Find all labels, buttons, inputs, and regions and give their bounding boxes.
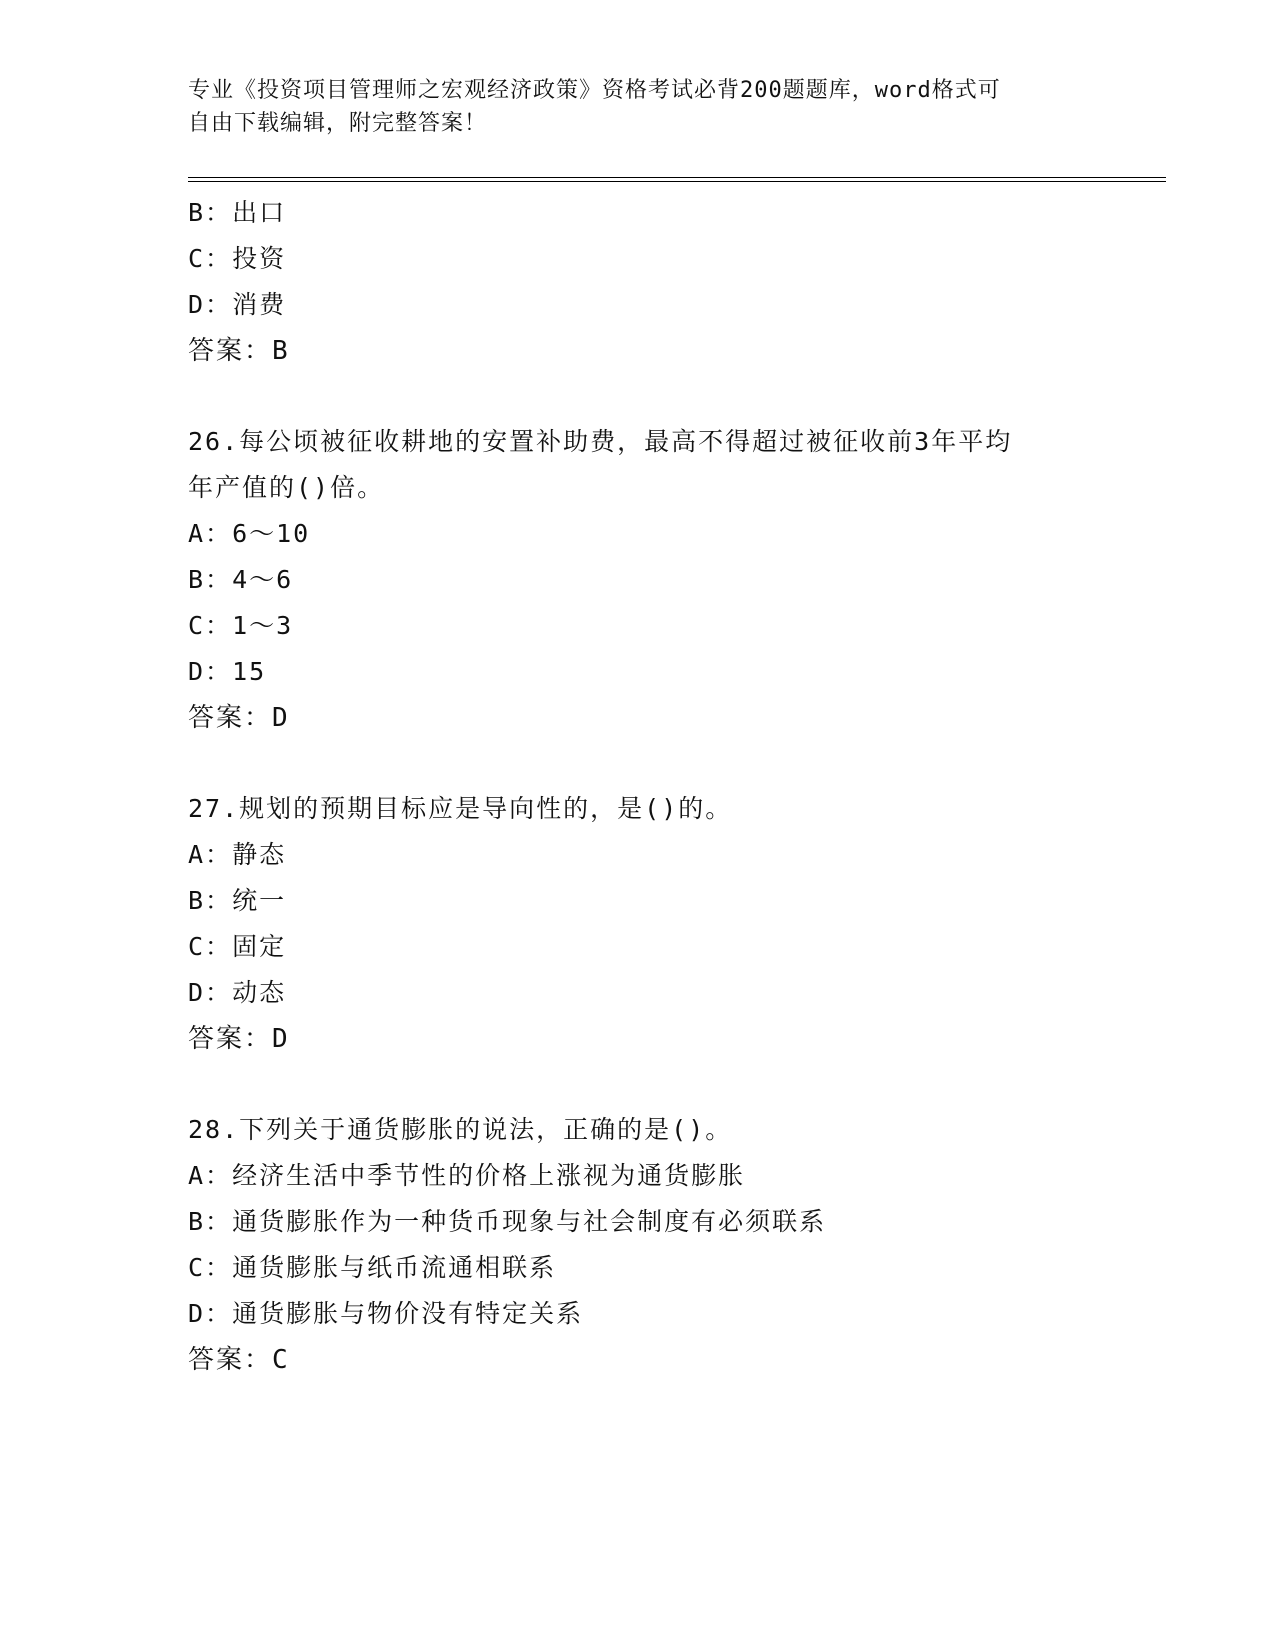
question-25-partial — [188, 190, 1088, 374]
option-a — [188, 1153, 1088, 1199]
option-text: 1～3 — [232, 611, 294, 640]
option-key: B： — [188, 1207, 233, 1236]
option-text: 通货膨胀作为一种货币现象与社会制度有必须联系 — [232, 1207, 827, 1236]
option-text: 投资 — [232, 244, 287, 273]
option-text: 固定 — [232, 932, 287, 961]
option-text: 消费 — [232, 290, 287, 319]
question-text-line-1: 26.每公顷被征收耕地的安置补助费，最高不得超过被征收前3年平均 — [188, 427, 1013, 456]
option-key: D： — [188, 290, 233, 319]
option-key: A： — [188, 519, 233, 548]
option-b — [188, 1199, 1088, 1245]
option-d — [188, 1291, 1088, 1337]
spacer — [188, 741, 1088, 786]
answer-line: 答案：C — [188, 1345, 290, 1375]
option-c — [188, 236, 1088, 282]
option-c — [188, 924, 1088, 970]
option-text: 4～6 — [232, 565, 294, 594]
header-divider-bottom — [188, 181, 1166, 182]
question-text-line-2: 年产值的()倍。 — [188, 473, 385, 502]
option-a — [188, 511, 1088, 557]
option-d — [188, 282, 1088, 328]
option-text: 动态 — [232, 978, 287, 1007]
option-d — [188, 649, 1088, 695]
option-key: A： — [188, 840, 233, 869]
option-text: 出口 — [232, 198, 287, 227]
header-title-line-2: 自由下载编辑，附完整答案！ — [188, 111, 488, 136]
option-c — [188, 1245, 1088, 1291]
option-text: 统一 — [232, 886, 287, 915]
answer-line: 答案：D — [188, 1024, 290, 1054]
option-b — [188, 190, 1088, 236]
question-28 — [188, 1107, 1088, 1383]
option-c — [188, 603, 1088, 649]
option-d — [188, 970, 1088, 1016]
answer-line: 答案：B — [188, 336, 290, 366]
option-key: B： — [188, 198, 233, 227]
option-text: 通货膨胀与纸币流通相联系 — [232, 1253, 557, 1282]
option-b — [188, 878, 1088, 924]
spacer — [188, 1062, 1088, 1107]
option-key: A： — [188, 1161, 233, 1190]
document-header — [188, 74, 1068, 140]
option-text: 经济生活中季节性的价格上涨视为通货膨胀 — [232, 1161, 746, 1190]
option-text: 通货膨胀与物价没有特定关系 — [232, 1299, 584, 1328]
header-title-line-1: 专业《投资项目管理师之宏观经济政策》资格考试必背200题题库，word格式可 — [188, 78, 1001, 103]
option-key: D： — [188, 1299, 233, 1328]
header-divider-top — [188, 177, 1166, 178]
option-key: C： — [188, 611, 233, 640]
option-key: C： — [188, 932, 233, 961]
question-text-line-1: 27.规划的预期目标应是导向性的，是()的。 — [188, 794, 733, 823]
question-27 — [188, 786, 1088, 1062]
option-key: D： — [188, 978, 233, 1007]
option-b — [188, 557, 1088, 603]
option-text: 15 — [232, 657, 267, 686]
answer-line: 答案：D — [188, 703, 290, 733]
option-key: B： — [188, 565, 233, 594]
option-text: 6～10 — [232, 519, 311, 548]
option-key: C： — [188, 1253, 233, 1282]
question-text-line-1: 28.下列关于通货膨胀的说法，正确的是()。 — [188, 1115, 733, 1144]
question-26 — [188, 419, 1088, 741]
spacer — [188, 374, 1088, 419]
option-a — [188, 832, 1088, 878]
question-list — [188, 190, 1088, 1383]
option-key: C： — [188, 244, 233, 273]
option-key: D： — [188, 657, 233, 686]
option-text: 静态 — [232, 840, 287, 869]
option-key: B： — [188, 886, 233, 915]
